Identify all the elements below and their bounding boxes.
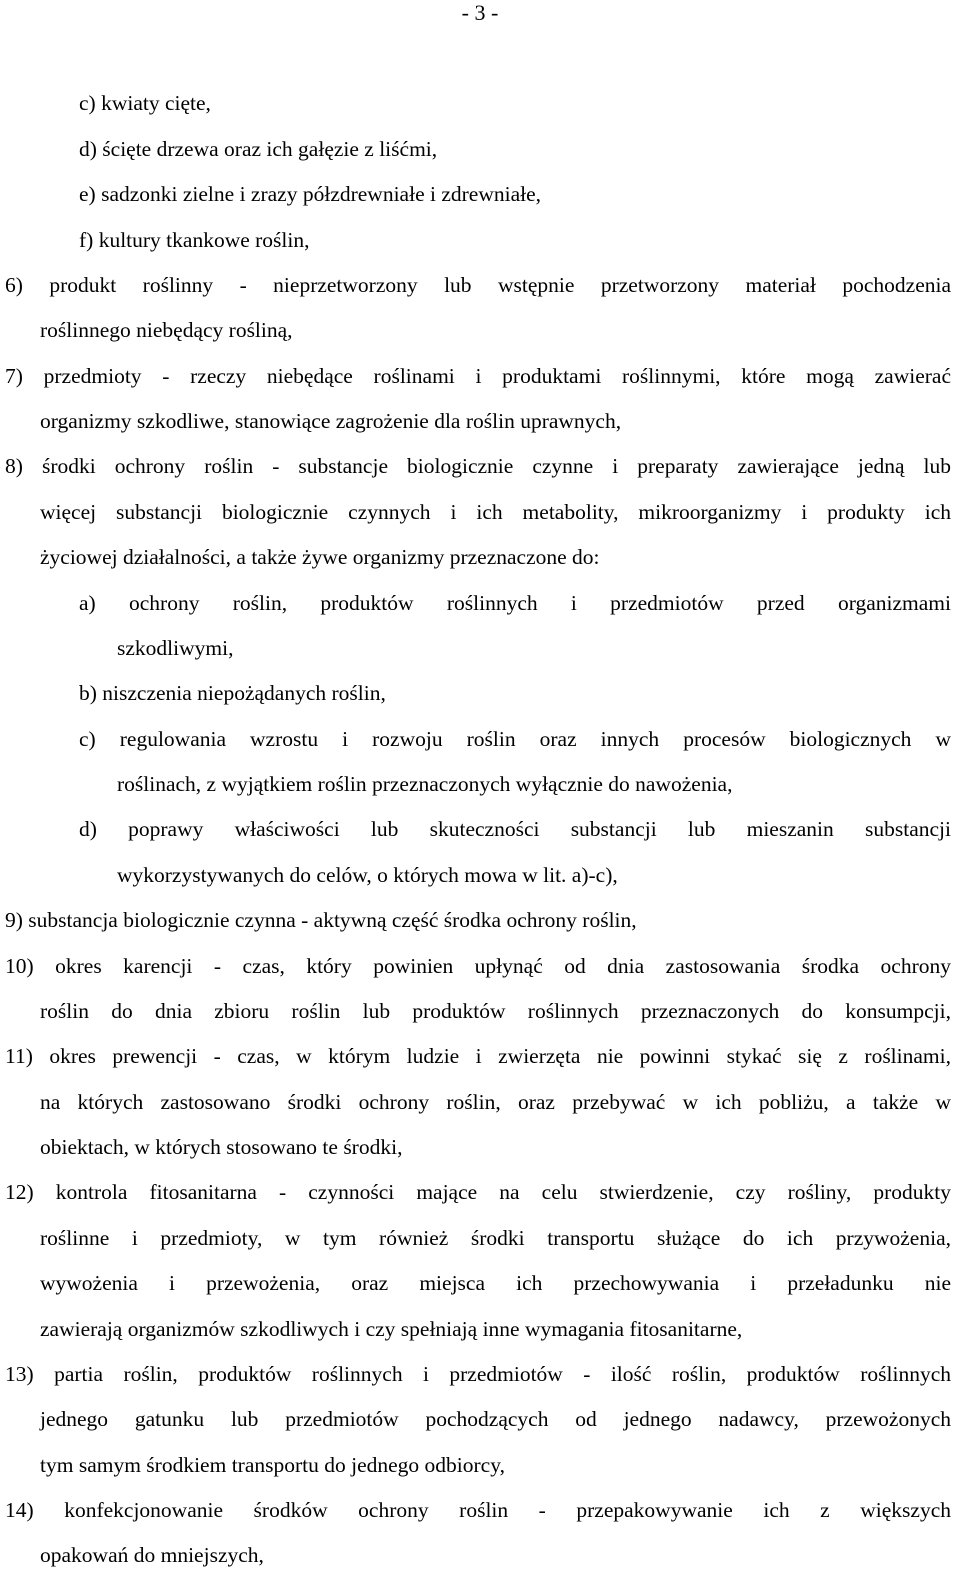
text-line: 9) substancja biologicznie czynna - aktywną część środka ochrony roślin, [5,908,637,932]
text-line: wywożenia i przewożenia, oraz miejsca ich przechowywania i przeładunku nie [40,1271,951,1295]
text-line: 14) konfekcjonowanie środków ochrony roślin - przepakowywanie ich z większych [5,1498,951,1522]
text-line: 12) kontrola fitosanitarna - czynności mające na celu stwierdzenie, czy rośliny, produkty [5,1180,951,1204]
text-line: wykorzystywanych do celów, o których mowa w lit. a)-c), [117,863,618,887]
text-line: na których zastosowano środki ochrony roślin, oraz przebywać w ich pobliżu, a także w [40,1090,951,1114]
text-line: roślinne i przedmioty, w tym również środki transportu służące do ich przywożenia, [40,1226,951,1250]
text-line: 6) produkt roślinny - nieprzetworzony lub wstępnie przetworzony materiał pochodzenia [5,273,951,297]
text-line: 10) okres karencji - czas, który powinien upłynąć od dnia zastosowania środka ochrony [5,954,951,978]
text-line: c) kwiaty cięte, [79,91,211,115]
text-line: a) ochrony roślin, produktów roślinnych i przedmiotów przed organizmami [79,591,951,615]
text-line: organizmy szkodliwe, stanowiące zagrożenie dla roślin uprawnych, [40,409,622,433]
text-line: 13) partia roślin, produktów roślinnych i przedmiotów - ilość roślin, produktów roślinnych [5,1362,951,1386]
text-line: e) sadzonki zielne i zrazy półzdrewniałe i zdrewniałe, [79,182,542,206]
page-number: - 3 - [461,0,499,25]
text-line: c) regulowania wzrostu i rozwoju roślin oraz innych procesów biologicznych w [79,727,951,751]
text-line: szkodliwymi, [117,636,234,660]
text-line: d) ścięte drzewa oraz ich gałęzie z liśćmi, [79,137,438,161]
text-line: 7) przedmioty - rzeczy niebędące roślinami i produktami roślinnymi, które mogą zawierać [5,364,951,388]
text-line: f) kultury tkankowe roślin, [79,228,310,252]
text-line: roślin do dnia zbioru roślin lub produktów roślinnych przeznaczonych do konsumpcji, [40,999,951,1023]
text-line: roślinnego niebędący rośliną, [40,318,293,342]
text-line: b) niszczenia niepożądanych roślin, [79,681,386,705]
text-line: 8) środki ochrony roślin - substancje biologicznie czynne i preparaty zawierające jedną lub [5,454,951,478]
text-line: roślinach, z wyjątkiem roślin przeznaczonych wyłącznie do nawożenia, [117,772,733,796]
text-line: życiowej działalności, a także żywe organizmy przeznaczone do: [40,545,600,569]
text-line: jednego gatunku lub przedmiotów pochodzących od jednego nadawcy, przewożonych [40,1407,951,1431]
text-line: obiektach, w których stosowano te środki, [40,1135,403,1159]
text-line: 11) okres prewencji - czas, w którym ludzie i zwierzęta nie powinni stykać się z roślinami, [5,1044,951,1068]
text-line: zawierają organizmów szkodliwych i czy spełniają inne wymagania fitosanitarne, [40,1317,743,1341]
text-line: d) poprawy właściwości lub skuteczności substancji lub mieszanin substancji [79,817,951,841]
text-line: opakowań do mniejszych, [40,1543,264,1567]
text-line: tym samym środkiem transportu do jednego odbiorcy, [40,1453,505,1477]
text-line: więcej substancji biologicznie czynnych i ich metabolity, mikroorganizmy i produkty ich [40,500,951,524]
